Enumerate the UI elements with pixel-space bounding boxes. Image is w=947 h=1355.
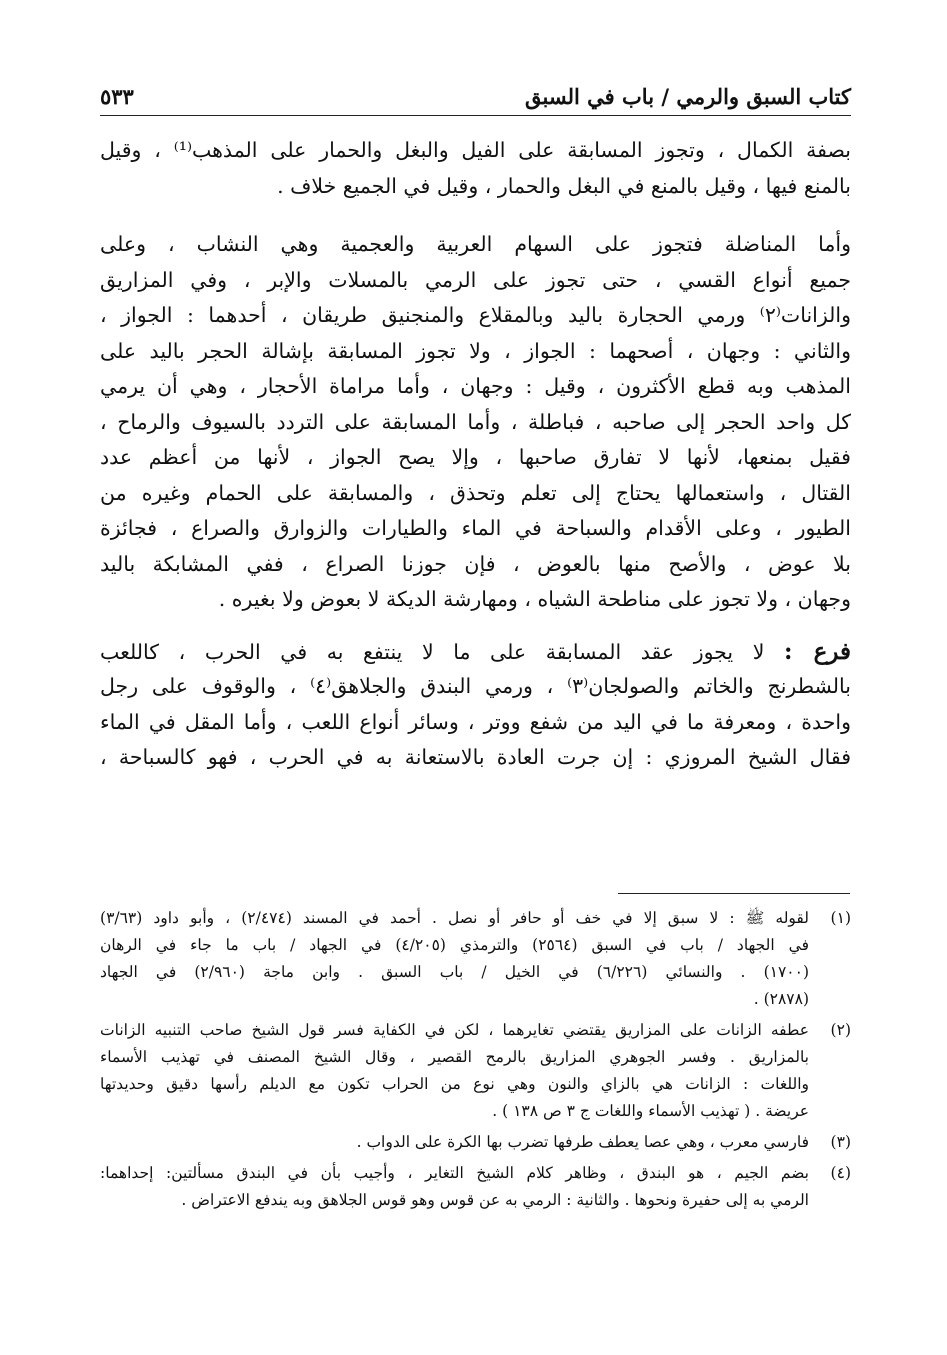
paragraph-3 xyxy=(100,634,851,776)
footnote-line: بضم الجيم ، هو البندق ، وظاهر كلام الشيخ التغاير ، وأجيب بأن في البندق مسألتين: إحداهما: xyxy=(100,1164,809,1182)
text-line xyxy=(100,634,851,670)
text-line: وأما المناضلة فتجوز على السهام العربية والعجمية وهي النشاب ، وعلى xyxy=(100,232,851,256)
text-line: بلا عوض ، والأصح منها بالعوض ، فإن جوزنا الصراع ، ففي المشابكة باليد xyxy=(100,551,851,576)
far-text: لا يجوز عقد المسابقة على ما لا ينتفع به في الحرب ، كاللعب xyxy=(100,639,765,664)
page-number: ٥٣٣ xyxy=(100,84,134,109)
text-line: فقيل بمنعها، لأنها لا تفارق صاحبها ، وإلا يصح الجواز ، لأنها من أعظم عدد xyxy=(100,445,851,469)
footnote-line: عريضة . ( تهذيب الأسماء واللغات ج ٣ ص ١٣٨ ) . xyxy=(492,1102,809,1120)
footnote-line: (٢٨٧٨) . xyxy=(753,990,809,1008)
text-line: الطيور ، وعلى الأقدام والسباحة في الماء والطيارات والزوارق والصراع ، فجائزة xyxy=(100,516,851,540)
text-line: بالشطرنج والخاتم والصولجان⁽٣⁾ ، ورمي البندق والجلاهق⁽٤⁾ ، والوقوف على رجل xyxy=(100,674,851,698)
footnote-line: واللغات : الزانات هي بالزاي والنون وهي نوع من الحراب تكون مع الديلم رأسها دقيق وحديدتها xyxy=(100,1075,809,1093)
footnote-4 xyxy=(100,1160,851,1214)
text-line: والثاني : وجهان ، أصحهما : الجواز ، ولا تجوز المسابقة بإشالة الحجر باليد على xyxy=(100,338,851,363)
footnote-number: (٤) xyxy=(830,1164,851,1182)
footnote-line: بالمزاريق . وفسر الجوهري المزاريق بالرمح القصير ، وقال الشيخ المصنف في تهذيب الأسماء xyxy=(100,1048,809,1066)
text-line: والزانات⁽٢⁾ ورمي الحجارة باليد وبالمقلاع والمنجنيق طريقان ، أحدهما : الجواز ، xyxy=(100,303,851,327)
footnote-line: (١٧٠٠) . والنسائي (٦/٢٢٦) في الخيل / باب السبق . وابن ماجة (٢/٩٦٠) في الجهاد xyxy=(100,963,809,981)
footnote-number: (٣) xyxy=(830,1133,851,1151)
paragraph-2 xyxy=(100,227,851,618)
page-header xyxy=(100,84,851,118)
footnote-separator xyxy=(618,893,850,894)
footnotes xyxy=(100,905,851,1218)
text-line: فقال الشيخ المروزي : إن جرت العادة بالاستعانة به في الحرب ، فهو كالسباحة ، xyxy=(100,745,851,769)
text-line: القتال ، واستعمالها يحتاج إلى تعلم وتحذق ، والمسابقة على الحمام وغيره من xyxy=(100,480,851,505)
text-line: المذهب وبه قطع الأكثرون ، وقيل : وجهان ، وأما مراماة الأحجار ، وهي أن يرمي xyxy=(100,374,851,398)
text-line: بالمنع فيها ، وقيل بالمنع في البغل والحمار ، وقيل في الجميع خلاف . xyxy=(277,173,851,198)
running-title: كتاب السبق والرمي / باب في السبق xyxy=(525,84,851,109)
paragraph-1 xyxy=(100,133,851,204)
footnote-1 xyxy=(100,905,851,1013)
header-rule xyxy=(100,115,851,116)
footnote-line: الرمي به إلى حفيرة ونحوها . والثانية : الرمي به عن قوس وهو قوس الجلاهق وبه يندفع الاعتراض . xyxy=(181,1191,809,1209)
far-label: فرع : xyxy=(784,637,851,665)
main-text xyxy=(100,133,851,776)
text-line: واحدة ، ومعرفة ما في اليد من شفع ووتر ، وسائر أنواع اللعب ، وأما المقل في الماء xyxy=(100,709,851,734)
footnote-line: فارسي معرب ، وهي عصا يعطف طرفها تضرب بها الكرة على الدواب . xyxy=(356,1133,809,1151)
footnote-line: في الجهاد / باب في السبق (٢٥٦٤) والترمذي (٤/٢٠٥) في الجهاد / باب ما جاء في الرهان xyxy=(100,936,809,954)
footnote-line: لقوله ﷺ : لا سبق إلا في خف أو حافر أو نصل . أحمد في المسند (٢/٤٧٤) ، وأبو داود (٣/٦٣) xyxy=(100,909,809,927)
footnote-number: (٢) xyxy=(830,1021,851,1039)
text-line: وجهان ، ولا تجوز على مناطحة الشياه ، ومهارشة الديكة لا بعوض ولا بغيره . xyxy=(218,587,851,611)
footnote-line: عطفه الزانات على المزاريق يقتضي تغايرهما ، لكن في الكفاية فسر قول الشيخ صاحب التنبيه الزانات xyxy=(100,1021,809,1039)
footnote-number: (١) xyxy=(830,909,851,927)
text-line: كل واحد الحجر إلى صاحبه ، فباطلة ، وأما المسابقة على التردد بالسيوف والرماح ، xyxy=(100,409,851,434)
footnote-3 xyxy=(100,1129,851,1156)
text-line: جميع أنواع القسي ، حتى تجوز على الرمي بالمسلات والإبر ، وفي المزاريق xyxy=(100,267,851,292)
text-line: بصفة الكمال ، وتجوز المسابقة على الفيل والبغل والحمار على المذهب⁽¹⁾ ، وقيل xyxy=(100,138,851,162)
footnote-2 xyxy=(100,1017,851,1125)
